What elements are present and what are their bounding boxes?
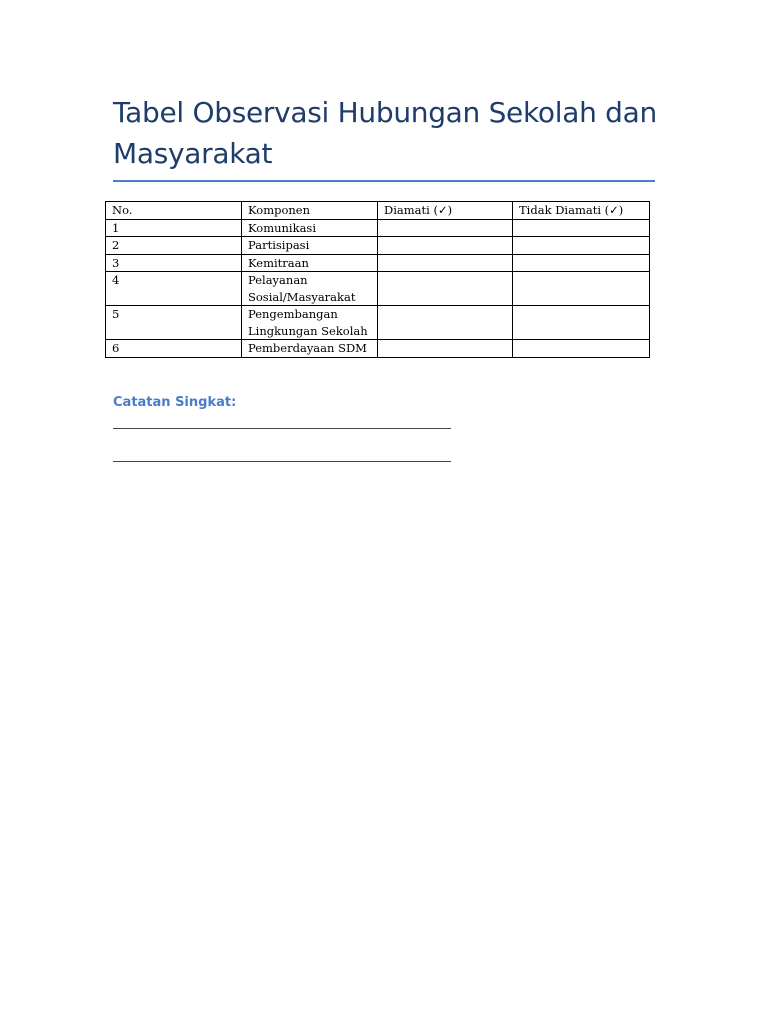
row-component: Partisipasi — [242, 237, 378, 255]
row-not-observed-cell[interactable] — [513, 306, 650, 340]
notes-blank-line[interactable] — [113, 428, 451, 429]
row-not-observed-cell[interactable] — [513, 237, 650, 255]
observation-table — [105, 201, 650, 358]
row-observed-cell[interactable] — [378, 254, 513, 272]
title-underline — [113, 180, 655, 182]
row-observed-cell[interactable] — [378, 306, 513, 340]
row-component: Kemitraan — [242, 254, 378, 272]
notes-label: Catatan Singkat: — [113, 395, 237, 410]
row-no: 6 — [106, 340, 242, 358]
row-no: 5 — [106, 306, 242, 340]
header-not-observed: Tidak Diamati (✓) — [513, 202, 650, 220]
row-not-observed-cell[interactable] — [513, 219, 650, 237]
row-no: 4 — [106, 272, 242, 306]
row-not-observed-cell[interactable] — [513, 340, 650, 358]
row-observed-cell[interactable] — [378, 340, 513, 358]
table-row — [106, 219, 650, 237]
row-component: Pengembangan Lingkungan Sekolah — [242, 306, 378, 340]
row-no: 3 — [106, 254, 242, 272]
header-observed: Diamati (✓) — [378, 202, 513, 220]
table-row — [106, 272, 650, 306]
row-observed-cell[interactable] — [378, 272, 513, 306]
table-row — [106, 237, 650, 255]
header-no: No. — [106, 202, 242, 220]
page-title: Tabel Observasi Hubungan Sekolah dan Masyarakat — [113, 96, 657, 170]
row-component: Pelayanan Sosial/Masyarakat — [242, 272, 378, 306]
row-component: Komunikasi — [242, 219, 378, 237]
row-observed-cell[interactable] — [378, 237, 513, 255]
row-not-observed-cell[interactable] — [513, 254, 650, 272]
table-row — [106, 306, 650, 340]
table-row — [106, 340, 650, 358]
row-no: 2 — [106, 237, 242, 255]
table-row — [106, 254, 650, 272]
row-observed-cell[interactable] — [378, 219, 513, 237]
row-no: 1 — [106, 219, 242, 237]
table-header-row — [106, 202, 650, 220]
row-component: Pemberdayaan SDM — [242, 340, 378, 358]
header-component: Komponen — [242, 202, 378, 220]
row-not-observed-cell[interactable] — [513, 272, 650, 306]
notes-blank-line[interactable] — [113, 461, 451, 462]
